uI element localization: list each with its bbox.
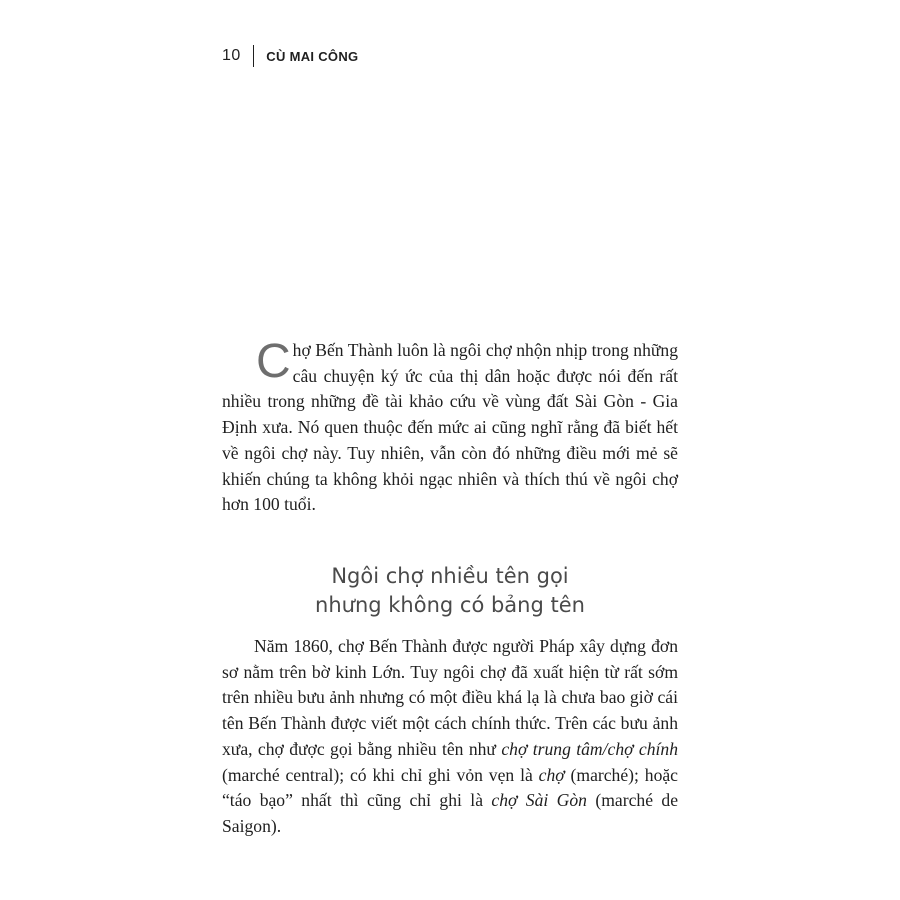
- paragraph-text-1: Năm 1860, chợ Bến Thành được người Pháp xây dựng đơn sơ nằm trên bờ kinh Lớn. Tuy ngôi chợ đã xuất hiện từ rất sớm trên nhiều bưu ảnh nhưng có một điều khá lạ là chưa bao giờ cái tên Bến Thành được viết một cách chính thức. Trên các bưu ảnh xưa, chợ được gọi bằng nhiều tên như: [222, 636, 678, 759]
- section-heading: [222, 562, 678, 620]
- italic-term-saigon-market: chợ Sài Gòn: [491, 790, 587, 811]
- body-paragraph: [222, 634, 678, 840]
- paragraph-text-4: (marché de Saigon).: [222, 790, 679, 836]
- paragraph-text-2: (marché central); có khi chỉ ghi vỏn vẹn là: [222, 764, 539, 785]
- intro-paragraph: [222, 335, 678, 518]
- header-divider: [253, 45, 255, 67]
- page-number: 10: [222, 47, 241, 64]
- section-heading-line-1: Ngôi chợ nhiều tên gọi: [331, 564, 569, 588]
- italic-term-central-market: chợ trung tâm/chợ chính: [501, 738, 678, 759]
- section-heading-line-2: nhưng không có bảng tên: [315, 593, 585, 617]
- paragraph-text-3: (marché); hoặc “táo bạo” nhất thì cũng chỉ ghi là: [222, 764, 678, 811]
- italic-term-market: chợ: [538, 764, 565, 785]
- drop-cap: C: [256, 335, 291, 388]
- running-head-author: CÙ MAI CÔNG: [266, 48, 359, 64]
- page-header: [222, 44, 358, 68]
- intro-text: hợ Bến Thành luôn là ngôi chợ nhộn nhịp trong những câu chuyện ký ức của thị dân hoặc được nói đến rất nhiều trong những đề tài khảo cứu về vùng đất Sài Gòn - Gia Định xưa. Nó quen thuộc đến mức ai cũng nghĩ rằng đã biết hết về ngôi chợ này. Tuy nhiên, vẫn còn đó những điều mới mẻ sẽ khiến chúng ta không khỏi ngạc nhiên và thích thú về ngôi chợ hơn 100 tuổi.: [222, 340, 678, 515]
